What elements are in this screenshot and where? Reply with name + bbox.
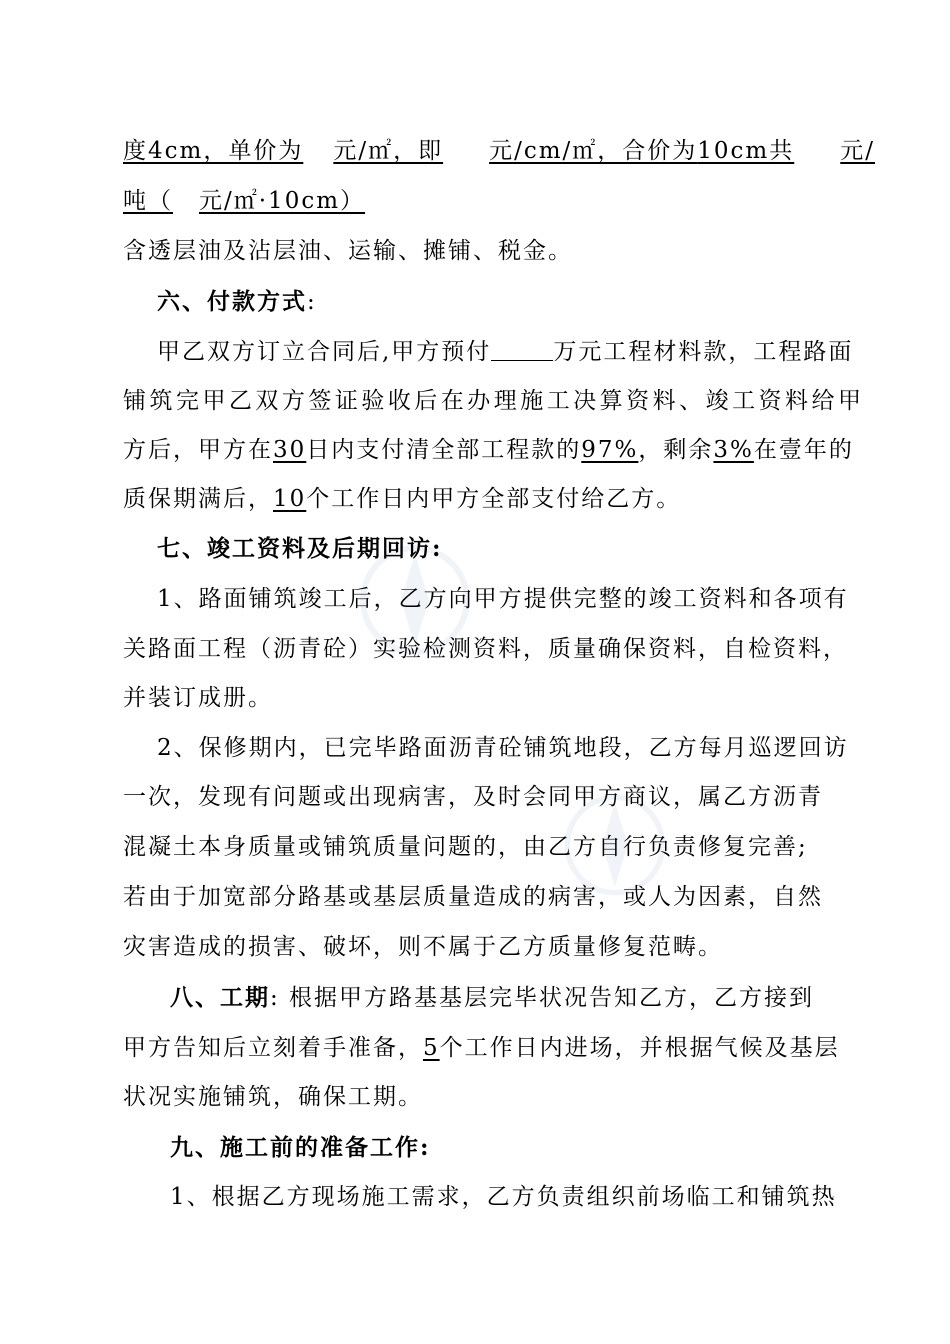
- days-value: 5: [423, 1035, 440, 1061]
- price-line-2: [123, 186, 863, 216]
- paragraph-line: 灾害造成的损害、破坏，则不属于乙方质量修复范畴。: [123, 934, 723, 960]
- paragraph-line: 关路面工程（沥青砼）实验检测资料，质量确保资料，自检资料，: [123, 636, 848, 662]
- days-value: 30: [273, 437, 307, 463]
- price-text: 吨（ 元/㎡·10cm）: [123, 188, 366, 214]
- section-heading-preparation: 九、施工前的准备工作:: [170, 1134, 431, 1161]
- section-heading-completion: 七、竣工资料及后期回访:: [157, 535, 443, 562]
- paragraph-line: 一次，发现有问题或出现病害，及时会同甲方商议，属乙方沥青: [123, 784, 823, 810]
- paragraph-line: 甲方告知后立刻着手准备，5个工作日内进场，并根据气候及基层: [123, 1035, 840, 1061]
- paragraph-line: 混凝土本身质量或铺筑质量问题的，由乙方自行负责修复完善;: [123, 834, 808, 860]
- paragraph-line: 2、保修期内，已完毕路面沥青砼铺筑地段，乙方每月巡逻回访: [157, 735, 849, 761]
- percent-value: 97%: [581, 437, 639, 463]
- days-value: 10: [273, 486, 307, 512]
- paragraph-line: 铺筑完甲乙双方签证验收后在办理施工决算资料、竣工资料给甲: [123, 388, 863, 414]
- price-text: 度4cm，单价为 元/㎡，即 元/cm/㎡，合价为10cm共 元/: [123, 138, 875, 164]
- price-line-1: [123, 136, 875, 166]
- price-note: 含透层油及沾层油、运输、摊铺、税金。: [123, 238, 573, 264]
- paragraph-line: 质保期满后，10个工作日内甲方全部支付给乙方。: [123, 486, 682, 512]
- section-heading-schedule: 八、工期: 根据甲方路基基层完毕状况告知乙方，乙方接到: [170, 984, 815, 1011]
- paragraph-line: 1、路面铺筑竣工后，乙方向甲方提供完整的竣工资料和各项有: [157, 586, 849, 612]
- paragraph-line: 状况实施铺筑，确保工期。: [123, 1084, 423, 1110]
- section-heading-payment: 六、付款方式:: [157, 288, 317, 315]
- paragraph-line: 1、根据乙方现场施工需求，乙方负责组织前场临工和铺筑热: [170, 1184, 837, 1210]
- paragraph-line: 方后，甲方在30日内支付清全部工程款的97%，剩余3%在壹年的: [123, 437, 854, 463]
- paragraph-line: 甲乙双方订立合同后,甲方预付 万元工程材料款，工程路面: [157, 339, 854, 365]
- blank-field: [491, 338, 553, 361]
- percent-value: 3%: [713, 437, 754, 463]
- paragraph-line: 若由于加宽部分路基或基层质量造成的病害，或人为因素，自然: [123, 884, 823, 910]
- paragraph-line: 并装订成册。: [123, 685, 273, 711]
